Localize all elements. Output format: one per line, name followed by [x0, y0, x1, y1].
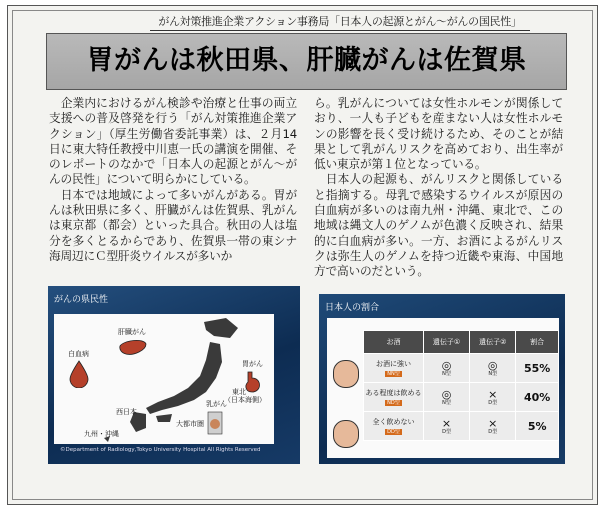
face-strong-drinker-icon: [333, 360, 359, 388]
gene-2-symbol: ×: [488, 416, 498, 430]
genotype-tag: ND型: [387, 400, 400, 406]
paragraph: ら。乳がんについては女性ホルモンが関係しており、一人も子どもを産まない人は女性ホルモンの影響を長く受け続けるため、そのことが結果として乳がんリスクを高めており、出生率が低い東京が第１位となっている。: [314, 96, 563, 172]
article-headline: 胃がんは秋田県、肝臓がんは佐賀県: [86, 45, 527, 76]
label-breast-cancer: 乳がん: [206, 400, 227, 408]
ratio-cell: 5%: [516, 412, 559, 441]
breast-icon: [204, 410, 226, 436]
gene-1-symbol: ×: [441, 416, 452, 430]
gene-1-cell: [423, 354, 469, 383]
gene-2-cell: [470, 412, 516, 441]
hokkaido-shape: [204, 318, 238, 338]
gene-1-symbol: ◎: [441, 358, 452, 372]
row-label: お酒に強い: [375, 360, 411, 368]
row-label-cell: [364, 354, 424, 383]
figure-alcohol-gene-ratio: [319, 294, 565, 464]
gene-1-cell: [423, 383, 469, 412]
article-column-2: [314, 96, 563, 280]
liver-icon: [118, 338, 148, 358]
row-label: ある程度は飲める: [365, 389, 422, 397]
header-alcohol: お酒: [364, 331, 424, 354]
article-subhead: がん対策推進企業アクション事務局「日本人の起源とがん〜がんの国民性」: [150, 14, 530, 31]
table-row: [364, 383, 559, 412]
face-non-drinker-icon: [333, 420, 359, 448]
figure-cancer-regional-map: [48, 286, 300, 464]
table-row: [364, 354, 559, 383]
row-label: 全く飲めない: [372, 418, 415, 426]
paragraph: 企業内におけるがん検診や治療と仕事の両立支援への普及啓発を行う「がん対策推進企業アクション」（厚生労働省委託事業）は、２月14日に東大特任教授中川恵一氏の講演を開催、そのレポートのなかで「日本人の起源とがん〜がんの民性」について明らかにしている。: [49, 96, 297, 187]
label-west-japan: 西日本: [116, 408, 137, 416]
paragraph: 日本人の起源も、がんリスクと関係していると指摘する。母乳で感染するウイルスが原因の白血病が多いのは南九州・沖縄、東北で、この地域は縄文人のゲノムが色濃く反映され、結果的に白血病が多い。一方、お酒によるがんリスクは弥生人のゲノムを持つ近畿や東海、中国地方で高いのだという。: [314, 172, 563, 279]
gene-1-type: N型: [442, 399, 451, 406]
gene-2-symbol: ◎: [487, 358, 498, 372]
gene-2-type: D型: [488, 428, 498, 435]
gene-1-type: N型: [442, 370, 451, 377]
map-panel: [54, 314, 274, 444]
table-row: [364, 412, 559, 441]
genotype-tag: DD型: [387, 429, 400, 435]
header-gene-1: 遺伝子①: [423, 331, 469, 354]
label-kyushu-okinawa: 九州・沖縄: [84, 430, 119, 438]
label-tohoku: 東北: [232, 388, 246, 396]
gene-2-type: D型: [488, 399, 498, 406]
row-label-cell: [364, 383, 424, 412]
gene-1-type: D型: [442, 428, 451, 435]
gene-1-symbol: ◎: [441, 387, 452, 401]
header-ratio: 割合: [516, 331, 559, 354]
figure-title: がんの県民性: [54, 295, 109, 305]
figure-title: 日本人の割合: [325, 303, 380, 313]
ratio-cell: 55%: [516, 354, 559, 383]
gene-2-symbol: ×: [488, 387, 498, 401]
label-big-city: 大都市圏: [176, 420, 204, 428]
label-tohoku-sub: （日本海側）: [224, 396, 266, 404]
gene-1-cell: [423, 412, 469, 441]
label-stomach-cancer: 胃がん: [242, 360, 263, 368]
shikoku-shape: [156, 414, 172, 422]
gene-2-cell: [470, 354, 516, 383]
blood-drop-icon: [68, 360, 90, 388]
gene-ratio-table: [363, 330, 559, 441]
label-liver-cancer: 肝臓がん: [118, 328, 146, 336]
gene-2-type: N型: [488, 370, 498, 377]
ratio-cell: 40%: [516, 383, 559, 412]
paragraph: 日本では地域によって多いがんがある。胃がんは秋田県に多く、肝臓がんは佐賀県、乳がんは東京都（都会）といった具合。秋田の人は塩分を多くとるからであり、佐賀県一帯の東シナ海周辺にＣ型肝炎ウイルスが多いか: [49, 187, 297, 263]
table-header-row: [364, 331, 559, 354]
header-gene-2: 遺伝子②: [470, 331, 516, 354]
gene-2-cell: [470, 383, 516, 412]
table-panel: [327, 318, 559, 458]
genotype-tag: NN型: [387, 371, 400, 377]
figure-credit: ©Department of Radiology,Tokyo University Hospital All Rights Reserved: [60, 447, 261, 453]
article-column-1: [49, 96, 297, 264]
row-label-cell: [364, 412, 424, 441]
label-leukemia: 白血病: [68, 350, 89, 358]
headline-box: [46, 33, 567, 90]
